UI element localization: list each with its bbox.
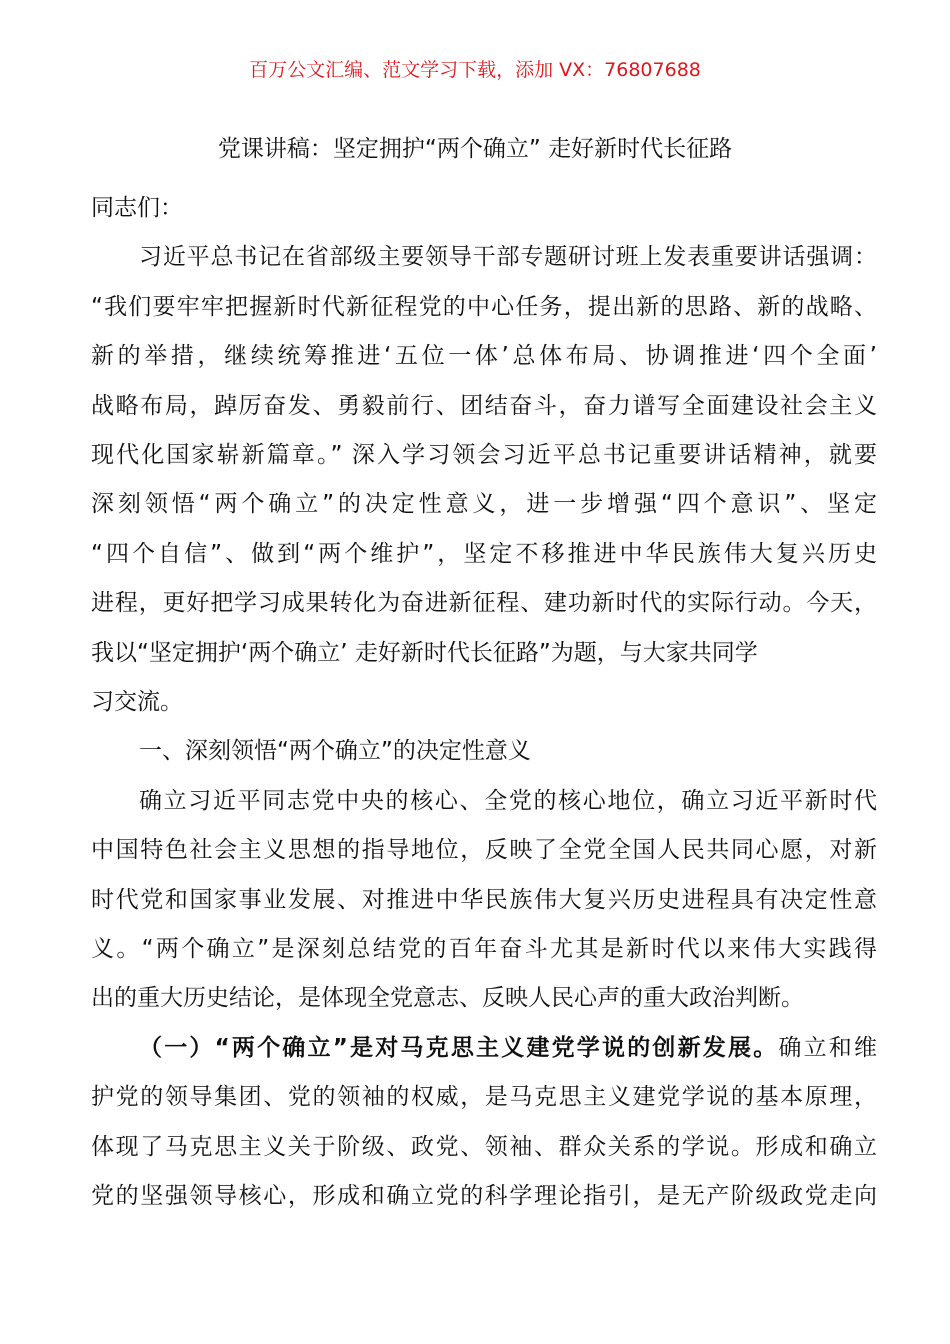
text-line: 时代党和国家事业发展、对推进中华民族伟大复兴历史进程具有决定性意	[91, 886, 877, 913]
watermark-header: 百万公文汇编、范文学习下载，添加 VX：76807688	[249, 59, 701, 81]
text-line: 中国特色社会主义思想的指导地位，反映了全党全国人民共同心愿，对新	[91, 837, 877, 864]
text-line	[91, 1033, 877, 1063]
bold-heading: （一）“两个确立”是对马克思主义建党学说的创新发展。	[139, 1034, 779, 1061]
text-line: 进程，更好把学习成果转化为奋进新征程、建功新时代的实际行动。今天，	[91, 590, 877, 617]
text-line: 现代化国家崭新篇章。” 深入学习领会习近平总书记重要讲话精神，就要	[91, 442, 877, 468]
text-line: 体现了马克思主义关于阶级、政党、领袖、群众关系的学说。形成和确立	[91, 1133, 877, 1160]
text-line: 护党的领导集团、党的领袖的权威，是马克思主义建党学说的基本原理，	[91, 1084, 877, 1111]
text-line: 习交流。	[91, 689, 183, 715]
line-text: 确立和维	[778, 1034, 878, 1061]
text-line: “我们要牢牢把握新时代新征程党的中心任务，提出新的思路、新的战略、	[91, 293, 877, 320]
text-line: 党的坚强领导核心，形成和确立党的科学理论指引，是无产阶级政党走向	[91, 1183, 877, 1209]
text-line: 我以“坚定拥护‘两个确立’ 走好新时代长征路”为题，与大家共同学	[91, 639, 758, 666]
text-line: 一、深刻领悟“两个确立”的决定性意义	[139, 738, 531, 765]
text-line: 确立习近平同志党中央的核心、全党的核心地位，确立习近平新时代	[139, 787, 877, 814]
text-line: “四个自信”、做到“两个维护”，坚定不移推进中华民族伟大复兴历史	[91, 540, 877, 567]
document-title: 党课讲稿：坚定拥护“两个确立” 走好新时代长征路	[217, 136, 733, 162]
text-line: 习近平总书记在省部级主要领导干部专题研讨班上发表重要讲话强调：	[139, 244, 877, 271]
text-line: 出的重大历史结论，是体现全党意志、反映人民心声的重大政治判断。	[91, 985, 804, 1012]
text-line: 战略布局，踔厉奋发、勇毅前行、团结奋斗，奋力谱写全面建设社会主义	[91, 392, 877, 419]
text-line: 新的举措，继续统筹推进‘五位一体’总体布局、协调推进‘四个全面’	[91, 343, 877, 370]
text-line: 深刻领悟“两个确立”的决定性意义，进一步增强“四个意识”、坚定	[91, 491, 877, 518]
text-line: 同志们：	[91, 195, 183, 221]
text-line: 义。“两个确立”是深刻总结党的百年奋斗尤其是新时代以来伟大实践得	[91, 936, 877, 962]
